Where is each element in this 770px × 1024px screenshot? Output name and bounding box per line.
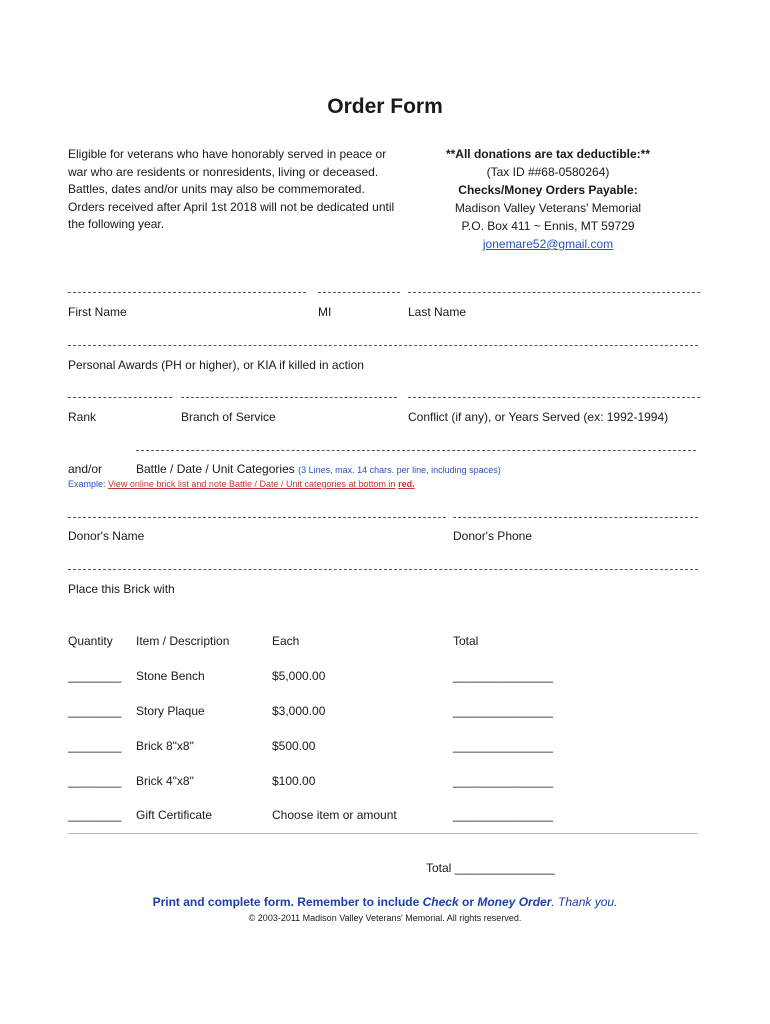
item-price: $5,000.00 [272, 669, 326, 683]
footer-instructions [0, 895, 770, 909]
copyright: © 2003-2011 Madison Valley Veterans' Memorial. All rights reserved. [248, 913, 522, 923]
quantity-input[interactable]: ________ [68, 669, 122, 683]
footer-or: or [462, 895, 475, 909]
mi-field[interactable] [318, 292, 400, 293]
quantity-input[interactable]: ________ [68, 704, 122, 718]
row-total-input[interactable]: _______________ [453, 739, 554, 753]
total-header: Total [453, 634, 479, 648]
brick-list-link[interactable]: View online brick list and note Battle / Date / Unit categories at bottom in [108, 479, 396, 489]
battle-field[interactable] [136, 450, 696, 451]
row-total-input[interactable]: _______________ [453, 704, 554, 718]
footer-thank-you: . Thank you. [551, 895, 618, 909]
mi-label: MI [318, 305, 332, 319]
donor-phone-field[interactable] [453, 517, 698, 518]
branch-label: Branch of Service [181, 410, 276, 424]
item-name: Brick 4"x8" [136, 774, 194, 788]
example-label: Example: [68, 479, 106, 489]
example-note [68, 479, 415, 489]
first-name-field[interactable] [68, 292, 306, 293]
item-price: $100.00 [272, 774, 316, 788]
quantity-input[interactable]: ________ [68, 774, 122, 788]
donor-name-label: Donor's Name [68, 529, 145, 543]
footer-money-order: Money Order [477, 895, 552, 909]
battle-label [136, 462, 501, 476]
row-total-input[interactable]: _______________ [453, 774, 554, 788]
grand-total-field[interactable]: Total _______________ [426, 861, 555, 875]
last-name-label: Last Name [408, 305, 467, 319]
rank-field[interactable] [68, 397, 172, 398]
conflict-field[interactable] [408, 397, 700, 398]
battle-label-text: Battle / Date / Unit Categories [136, 462, 295, 476]
footer-text: Print and complete form. Remember to include [152, 895, 420, 909]
row-total-input[interactable]: _______________ [453, 808, 554, 822]
item-price: Choose item or amount [272, 808, 397, 822]
awards-label: Personal Awards (PH or higher), or KIA if killed in action [68, 358, 364, 372]
tax-id: (Tax ID ##68-0580264) [486, 165, 610, 179]
email-link[interactable]: jonemare52@gmail.com [482, 237, 614, 251]
place-brick-label: Place this Brick with [68, 582, 175, 596]
footer-check: Check [422, 895, 459, 909]
divider [68, 833, 698, 834]
branch-field[interactable] [181, 397, 397, 398]
each-header: Each [272, 634, 300, 648]
page-title: Order Form [327, 95, 443, 118]
donor-phone-label: Donor's Phone [453, 529, 533, 543]
item-price: $3,000.00 [272, 704, 326, 718]
item-header: Item / Description [136, 634, 230, 648]
quantity-input[interactable]: ________ [68, 808, 122, 822]
item-name: Stone Bench [136, 669, 205, 683]
battle-note: (3 Lines, max. 14 chars. per line, including spaces) [298, 465, 501, 475]
first-name-label: First Name [68, 305, 127, 319]
donor-name-field[interactable] [68, 517, 446, 518]
quantity-header: Quantity [68, 634, 113, 648]
conflict-label: Conflict (if any), or Years Served (ex: 1992-1994) [408, 410, 669, 424]
eligibility-text: Eligible for veterans who have honorably served in peace or war who are residents or nonresidents, living or deceased. Battles, dates and/or units may also be commemorated. Orders received after April 1st 2018 will not be dedicated until the following year. [68, 147, 395, 231]
red-note: red. [398, 479, 415, 489]
quantity-input[interactable]: ________ [68, 739, 122, 753]
tax-deductible-note: **All donations are tax deductible:** [445, 147, 651, 161]
item-name: Gift Certificate [136, 808, 213, 822]
place-brick-field[interactable] [68, 569, 698, 570]
item-price: $500.00 [272, 739, 316, 753]
payable-heading: Checks/Money Orders Payable: [458, 183, 638, 197]
rank-label: Rank [68, 410, 97, 424]
donation-info [400, 145, 696, 253]
awards-field[interactable] [68, 345, 698, 346]
payee-address: P.O. Box 411 ~ Ennis, MT 59729 [461, 219, 635, 233]
item-name: Brick 8"x8" [136, 739, 194, 753]
last-name-field[interactable] [408, 292, 700, 293]
item-name: Story Plaque [136, 704, 205, 718]
and-or-label: and/or [68, 462, 103, 476]
payee-name: Madison Valley Veterans' Memorial [454, 201, 642, 215]
row-total-input[interactable]: _______________ [453, 669, 554, 683]
